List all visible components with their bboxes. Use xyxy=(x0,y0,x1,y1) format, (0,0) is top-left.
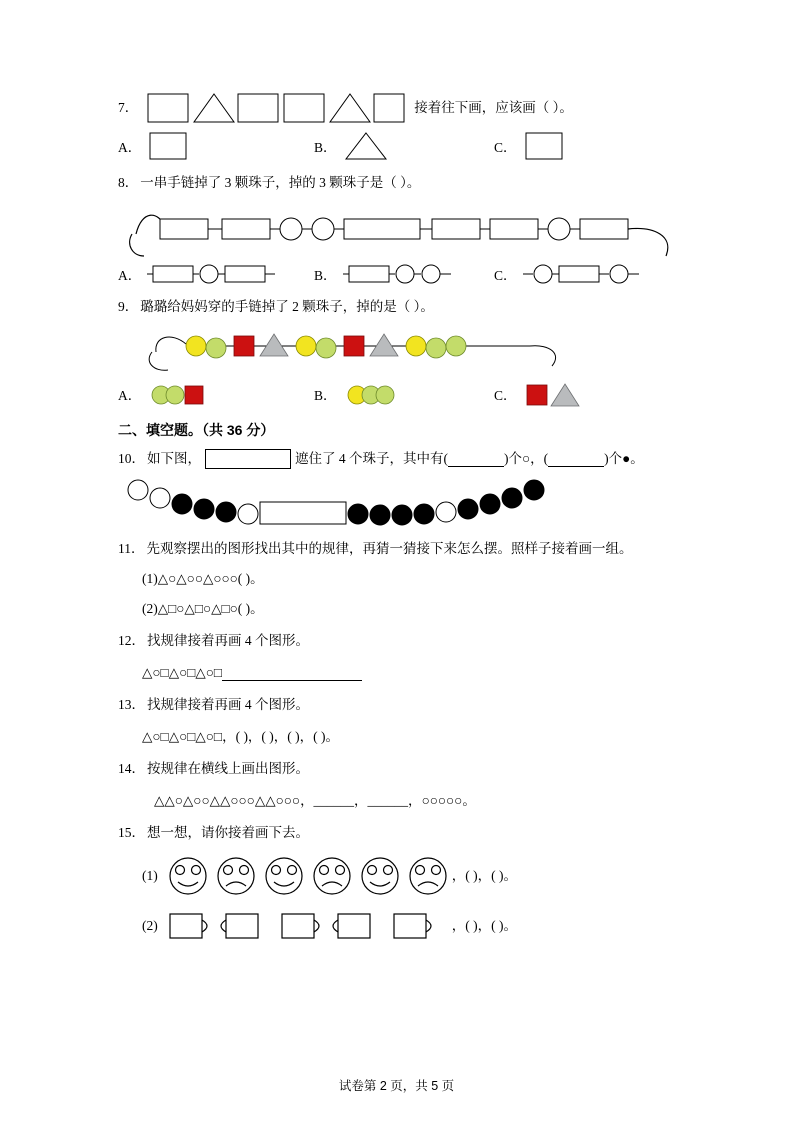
option-c-label: C． xyxy=(494,268,517,283)
question-9-number: 9． xyxy=(118,299,139,314)
question-15-sub1-label: (1) xyxy=(142,868,158,883)
question-12-line xyxy=(118,630,678,652)
question-13 xyxy=(118,694,678,748)
question-10-text-after2: )个●。 xyxy=(604,451,644,466)
question-7-text: 接着往下画，应该画（ ）。 xyxy=(414,100,573,115)
bead-seq-icon xyxy=(523,260,663,288)
page-footer: 试卷第 2 页，共 5 页 xyxy=(338,1079,455,1093)
question-14 xyxy=(118,758,678,812)
question-11-sub2: (2)△□○△□○△□○( )。 xyxy=(142,601,264,616)
option-c[interactable] xyxy=(494,260,663,288)
question-9 xyxy=(118,296,678,408)
face-row-icon xyxy=(162,854,452,898)
question-13-number: 13． xyxy=(118,697,145,712)
question-13-line xyxy=(118,694,678,716)
question-13-text: 找规律接着再画 4 个图形。 xyxy=(147,697,309,712)
question-9-text: 璐璐给妈妈穿的手链掉了 2 颗珠子，掉的是（ ）。 xyxy=(140,299,434,314)
square-icon xyxy=(147,130,189,162)
option-c-label: C． xyxy=(494,140,517,155)
question-11-number: 11． xyxy=(118,541,145,556)
question-14-sub xyxy=(154,790,678,812)
bead-seq-icon xyxy=(343,260,477,288)
option-c[interactable] xyxy=(494,380,593,408)
question-15-sub1 xyxy=(142,854,678,898)
question-14-line xyxy=(118,758,678,780)
question-11 xyxy=(118,538,678,620)
question-14-suffix: ○○○○○ xyxy=(421,793,463,808)
question-8-line xyxy=(118,172,678,194)
question-10-line xyxy=(118,448,678,470)
option-b[interactable] xyxy=(314,260,494,288)
question-15 xyxy=(118,822,678,946)
question-13-sub: △○□△○□△○□，( )，( )，( )，( )。 xyxy=(142,729,340,744)
question-7 xyxy=(118,90,678,162)
square-icon xyxy=(523,130,565,162)
question-12-sub xyxy=(142,662,678,684)
option-a[interactable] xyxy=(118,380,314,408)
option-b-label: B． xyxy=(314,388,337,403)
question-12 xyxy=(118,630,678,684)
cover-box xyxy=(205,449,291,469)
question-12-pattern: △○□△○□△○□ xyxy=(142,665,223,680)
bead-pair-icon xyxy=(523,380,593,408)
question-9-bracelet xyxy=(118,322,678,380)
question-11-text: 先观察摆出的图形找出其中的规律，再猜一猜接下来怎么摆。照样子接着画一组。 xyxy=(146,541,633,556)
answer-blank[interactable] xyxy=(222,666,362,681)
bead-pair-icon xyxy=(343,380,413,408)
option-a-label: A． xyxy=(118,388,142,403)
question-10-bead-curve xyxy=(118,476,678,532)
question-15-text: 想一想，请你接着画下去。 xyxy=(147,825,309,840)
question-11-sub1: (1)△○△○○△○○○( )。 xyxy=(142,571,264,586)
option-c[interactable] xyxy=(494,130,565,162)
question-14-end: 。 xyxy=(462,793,476,808)
question-14-text: 按规律在横线上画出图形。 xyxy=(147,761,309,776)
question-15-sub2-tail: ，( )，( )。 xyxy=(451,918,517,933)
option-b-label: B． xyxy=(314,140,337,155)
option-b[interactable] xyxy=(314,130,494,162)
question-8-chain xyxy=(118,198,678,260)
question-14-number: 14． xyxy=(118,761,145,776)
option-a-label: A． xyxy=(118,140,142,155)
question-8 xyxy=(118,172,678,288)
question-7-line xyxy=(118,90,678,126)
question-15-line xyxy=(118,822,678,844)
question-11-line xyxy=(118,538,678,560)
question-10-text-middle: 遮住了 4 个珠子，其中有( xyxy=(295,451,448,466)
option-a[interactable] xyxy=(118,130,314,162)
question-12-number: 12． xyxy=(118,633,145,648)
question-15-sub1-tail: ，( )，( )。 xyxy=(451,868,517,883)
option-a[interactable] xyxy=(118,260,314,288)
question-9-line xyxy=(118,296,678,318)
question-14-prefix: △△○△○○△△○○○△△○○○ xyxy=(154,793,301,808)
question-9-options xyxy=(118,380,678,408)
question-8-text: 一串手链掉了 3 颗珠子，掉的 3 颗珠子是（ ）。 xyxy=(140,175,421,190)
question-14-mid[interactable]: ，______，______， xyxy=(300,793,422,808)
option-b-label: B． xyxy=(314,268,337,283)
question-12-text: 找规律接着再画 4 个图形。 xyxy=(147,633,309,648)
answer-blank-2[interactable] xyxy=(548,452,604,467)
section-2-title: 二、填空题。（共 36 分） xyxy=(118,422,275,438)
question-15-number: 15． xyxy=(118,825,145,840)
question-7-number: 7． xyxy=(118,100,139,115)
question-15-sub2-label: (2) xyxy=(142,918,158,933)
option-a-label: A． xyxy=(118,268,142,283)
question-10-number: 10． xyxy=(118,451,145,466)
question-15-sub2 xyxy=(142,906,678,946)
triangle-icon xyxy=(343,130,389,162)
bead-seq-icon xyxy=(147,260,291,288)
question-7-options xyxy=(118,130,678,162)
question-8-number: 8． xyxy=(118,175,139,190)
question-8-options xyxy=(118,260,678,288)
option-c-label: C． xyxy=(494,388,517,403)
question-10-text-before: 如下图， xyxy=(147,451,201,466)
page-content xyxy=(118,90,678,950)
question-7-pattern xyxy=(146,90,406,126)
bead-pair-icon xyxy=(147,380,217,408)
question-10 xyxy=(118,448,678,532)
question-10-text-after1: )个○，( xyxy=(504,451,549,466)
answer-blank-1[interactable] xyxy=(448,452,504,467)
option-b[interactable] xyxy=(314,380,494,408)
cup-row-icon xyxy=(162,906,452,946)
